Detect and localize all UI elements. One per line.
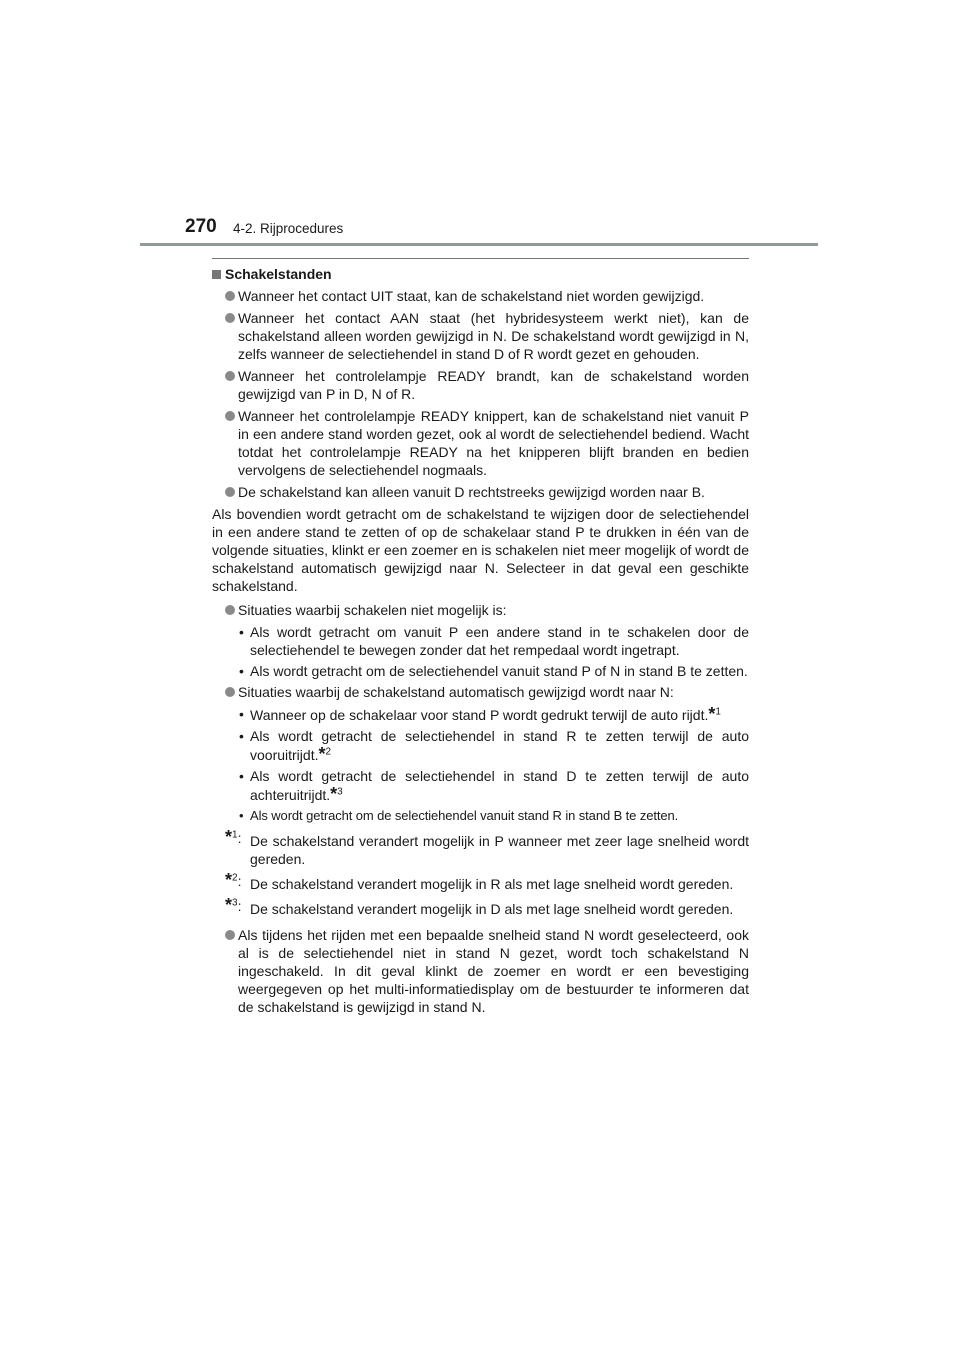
sub-list-item	[212, 662, 749, 680]
list-item-text: Als tijdens het rijden met een bepaalde snelheid stand N wordt geselecteerd, ook al is de selectiehendel niet in stand N gezet, wordt toch schakelstand N ingeschakeld. In dit geval klinkt de zoemer en wordt er een bevestiging weergegeven op het multi-informatiedisplay om de bestuurder te informeren dat de schakelstand is gewijzigd in stand N.	[238, 927, 749, 1015]
small-bullet-icon: •	[239, 808, 244, 823]
page-number: 270	[185, 216, 217, 237]
sub-list-item	[212, 807, 749, 825]
small-bullet-icon: •	[239, 663, 244, 679]
footnote-marker	[225, 828, 241, 847]
small-bullet-icon: •	[239, 728, 244, 744]
list-item	[212, 367, 749, 403]
small-bullet-icon: •	[239, 706, 244, 722]
circle-bullet-icon	[225, 687, 235, 697]
footnote-ref: 3	[337, 786, 343, 798]
sub-list-item-text: Als wordt getracht de selectiehendel in stand R te zetten terwijl de auto vooruitrijdt.	[250, 728, 749, 763]
content-divider	[212, 258, 749, 259]
header-divider	[140, 243, 818, 246]
footnote-star: *	[330, 784, 338, 804]
list-item	[212, 926, 749, 1016]
sub-list-item	[212, 705, 749, 724]
main-content	[212, 265, 749, 1020]
sub-list-item-text: Wanneer op de schakelaar voor stand P wordt gedrukt terwijl de auto rijdt.	[250, 707, 709, 723]
circle-bullet-icon	[225, 487, 235, 497]
sub-list-item-text: Als wordt getracht om de selectiehendel vanuit stand R in stand B te zetten.	[250, 808, 679, 823]
footnote-ref: 1	[715, 706, 721, 718]
list-item-text: De schakelstand kan alleen vanuit D rechtstreeks gewijzigd worden naar B.	[238, 484, 705, 500]
small-bullet-icon: •	[239, 624, 244, 640]
footnote	[212, 870, 749, 893]
footnote-star: *	[225, 827, 233, 847]
list-item	[212, 309, 749, 363]
circle-bullet-icon	[225, 930, 235, 940]
footnote-star: *	[318, 744, 326, 764]
footnote-marker	[225, 871, 241, 890]
footnote-number: 1	[232, 829, 238, 841]
sub-list-item-text: Als wordt getracht om de selectiehendel vanuit stand P of N in stand B te zetten.	[250, 663, 748, 679]
footnote	[212, 895, 749, 918]
footnote-star: *	[708, 704, 716, 724]
section-heading	[212, 265, 749, 283]
sub-list-item-text: Als wordt getracht om vanuit P een andere stand in te schakelen door de selectiehendel te bewegen zonder dat het rempedaal wordt ingetrapt.	[250, 624, 749, 658]
list-item-text: Situaties waarbij schakelen niet mogelijk is:	[238, 602, 507, 618]
footnote	[212, 827, 749, 868]
section-heading-text: Schakelstanden	[225, 266, 332, 282]
footnote-text: De schakelstand verandert mogelijk in P wanneer met zeer lage snelheid wordt gereden.	[250, 833, 749, 867]
list-item	[212, 407, 749, 479]
sub-list-item	[212, 623, 749, 659]
footnote-number: 3	[232, 897, 238, 909]
list-item-text: Wanneer het contact UIT staat, kan de schakelstand niet worden gewijzigd.	[238, 288, 705, 304]
footnote-colon: :	[237, 898, 242, 914]
sub-list-item-text: Als wordt getracht de selectiehendel in stand D te zetten terwijl de auto achteruitrijdt.	[250, 768, 749, 803]
square-bullet-icon	[212, 270, 221, 279]
list-item-text: Wanneer het controlelampje READY knippert, kan de schakelstand niet vanuit P in een andere stand worden gezet, ook al wordt de selectiehendel bediend. Wacht totdat het controlelampje READY na het knipperen blijft branden en bedien vervolgens de selectiehendel nogmaals.	[238, 408, 749, 478]
circle-bullet-icon	[225, 605, 235, 615]
circle-bullet-icon	[225, 371, 235, 381]
list-item	[212, 287, 749, 305]
circle-bullet-icon	[225, 313, 235, 323]
body-paragraph: Als bovendien wordt getracht om de schakelstand te wijzigen door de selectiehendel in een andere stand te zetten of op de schakelaar stand P te drukken in één van de volgende situaties, klinkt er een zoemer en is schakelen niet meer mogelijk of wordt de schakelstand automatisch gewijzigd naar N. Selecteer in dat geval een geschikte schakelstand.	[212, 506, 749, 594]
circle-bullet-icon	[225, 411, 235, 421]
footnote-text: De schakelstand verandert mogelijk in R als met lage snelheid wordt gereden.	[250, 876, 734, 892]
sub-list-item	[212, 767, 749, 804]
footnote-star: *	[225, 870, 233, 890]
list-item-text: Wanneer het contact AAN staat (het hybridesysteem werkt niet), kan de schakelstand alleen worden gewijzigd in N. De schakelstand wordt gewijzigd in N, zelfs wanneer de selectiehendel in stand D of R wordt gezet en gehouden.	[238, 310, 749, 362]
list-item	[212, 601, 749, 619]
sub-list-item	[212, 727, 749, 764]
footnote-colon: :	[237, 873, 242, 889]
list-item	[212, 683, 749, 701]
list-item-text: Wanneer het controlelampje READY brandt, kan de schakelstand worden gewijzigd van P in D, N of R.	[238, 368, 749, 402]
list-item-text: Situaties waarbij de schakelstand automatisch gewijzigd wordt naar N:	[238, 684, 674, 700]
footnote-text: De schakelstand verandert mogelijk in D als met lage snelheid wordt gereden.	[250, 901, 734, 917]
footnote-star: *	[225, 895, 233, 915]
footnote-marker	[225, 896, 241, 915]
footnote-number: 2	[232, 872, 238, 884]
list-item	[212, 483, 749, 501]
small-bullet-icon: •	[239, 768, 244, 784]
section-title: 4-2. Rijprocedures	[233, 221, 344, 236]
footnote-colon: :	[237, 830, 242, 846]
circle-bullet-icon	[225, 291, 235, 301]
footnote-ref: 2	[325, 746, 332, 758]
